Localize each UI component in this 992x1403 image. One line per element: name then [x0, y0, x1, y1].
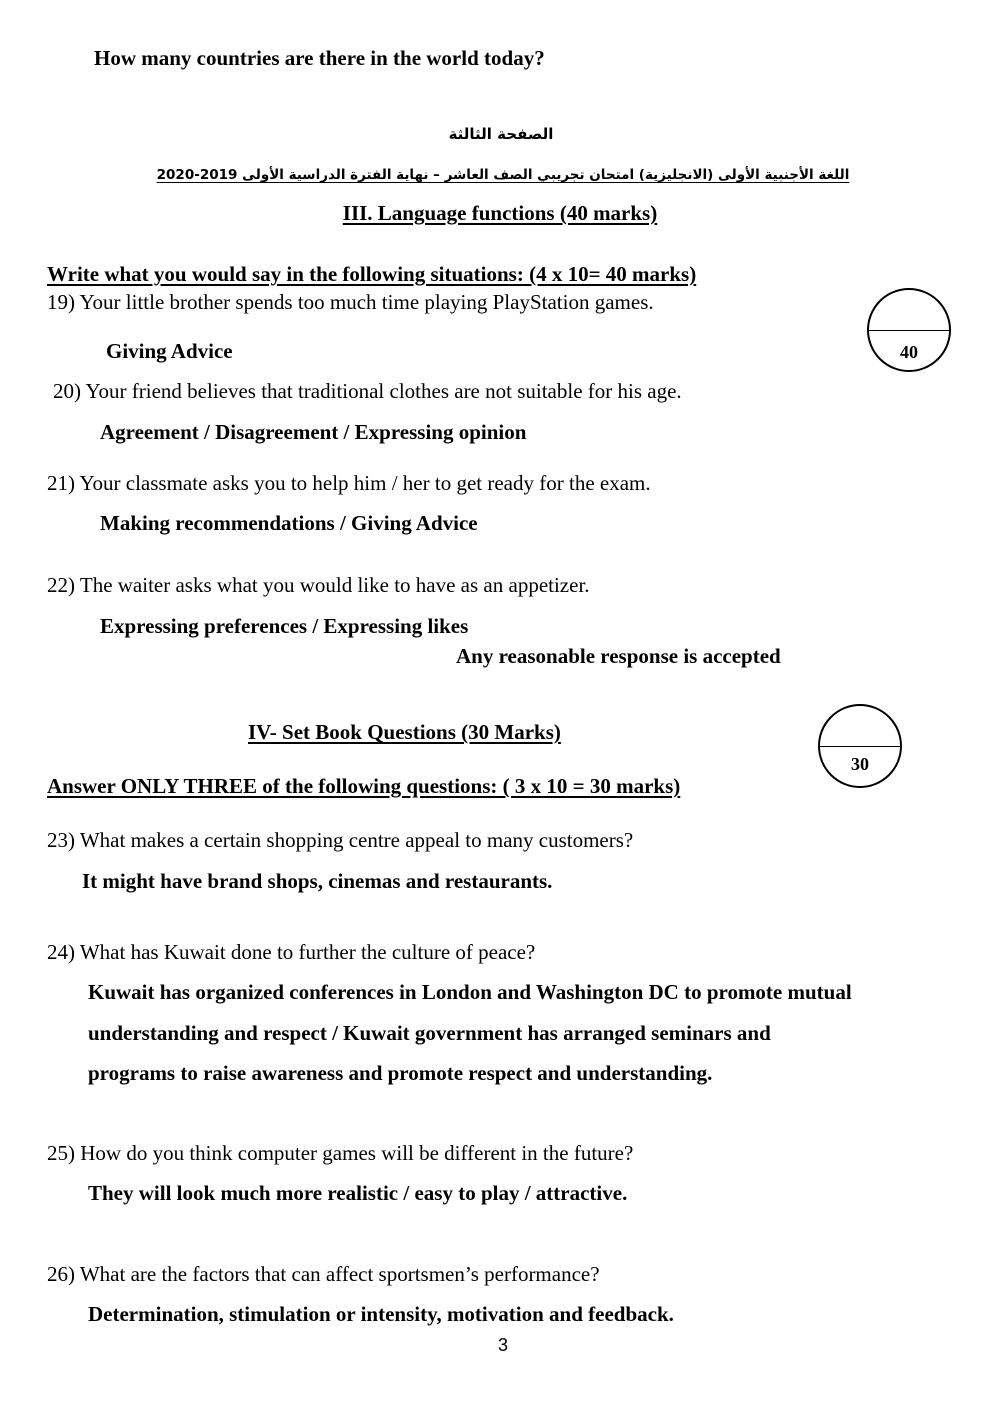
answer-21: Making recommendations / Giving Advice	[100, 511, 478, 535]
question-20: 20) Your friend believes that traditional clothes are not suitable for his age.	[53, 379, 682, 403]
answer-22: Expressing preferences / Expressing likes	[100, 614, 469, 638]
page-number: 3	[497, 1335, 508, 1355]
page-label-arabic: الصفحة الثالثة	[448, 125, 554, 143]
score-circle-value: 40	[900, 342, 918, 362]
question-21: 21) Your classmate asks you to help him / her to get ready for the exam.	[47, 471, 651, 495]
question-24: 24) What has Kuwait done to further the culture of peace?	[47, 940, 536, 964]
question-23: 23) What makes a certain shopping centre appeal to many customers?	[47, 828, 634, 852]
question-25: 25) How do you think computer games will be different in the future?	[47, 1141, 634, 1165]
section4-title: IV- Set Book Questions (30 Marks)	[248, 720, 561, 744]
score-circle-40	[867, 288, 951, 372]
answer-24-line-1: Kuwait has organized conferences in London and Washington DC to promote mutual	[88, 980, 852, 1004]
top-question: How many countries are there in the world today?	[94, 46, 545, 70]
section3-instruction: Write what you would say in the following situations: (4 x 10= 40 marks)	[47, 262, 697, 286]
section4-instruction: Answer ONLY THREE of the following questions: ( 3 x 10 = 30 marks)	[47, 774, 681, 798]
answer-23: It might have brand shops, cinemas and restaurants.	[82, 869, 553, 893]
acceptance-note: Any reasonable response is accepted	[456, 644, 781, 668]
answer-26: Determination, stimulation or intensity, motivation and feedback.	[88, 1302, 674, 1326]
score-circle-divider	[820, 746, 900, 747]
answer-24-line-3: programs to raise awareness and promote respect and understanding.	[88, 1061, 713, 1085]
answer-25: They will look much more realistic / easy to play / attractive.	[88, 1181, 628, 1205]
question-19: 19) Your little brother spends too much time playing PlayStation games.	[47, 290, 654, 314]
score-circle-30	[818, 704, 902, 788]
score-circle-value: 30	[851, 754, 869, 774]
answer-19: Giving Advice	[106, 339, 233, 363]
score-circle-divider	[869, 330, 949, 331]
answer-20: Agreement / Disagreement / Expressing opinion	[100, 420, 527, 444]
section3-title: III. Language functions (40 marks)	[342, 201, 658, 225]
question-26: 26) What are the factors that can affect sportsmen’s performance?	[47, 1262, 600, 1286]
exam-header-arabic: اللغة الأجنبية الأولى (الانجليزية) امتحان تجريبي الصف العاشر – نهاية الفترة الدراسية الأولى 2019-2020	[156, 167, 850, 183]
answer-24-line-2: understanding and respect / Kuwait government has arranged seminars and	[88, 1021, 771, 1045]
question-22: 22) The waiter asks what you would like to have as an appetizer.	[47, 573, 590, 597]
